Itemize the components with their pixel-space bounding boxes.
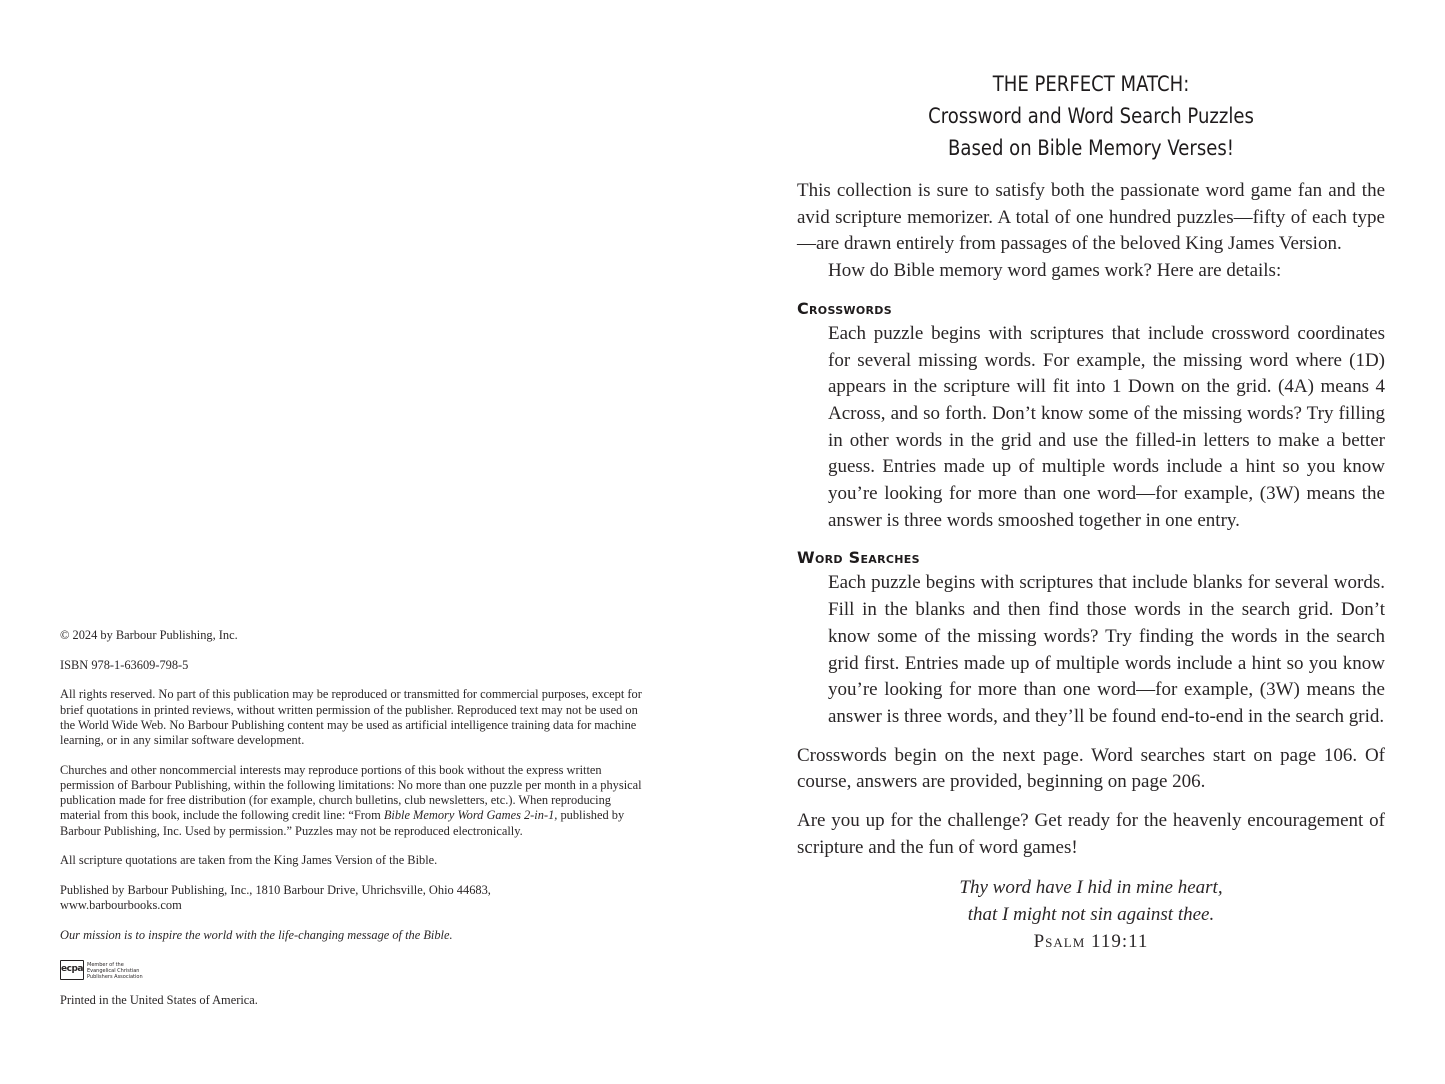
churches-text-end: published by Barbour Publishing, Inc. Used by permission.” Puzzles may not be reproduced electronically. <box>60 808 625 838</box>
ecpa-caption <box>87 962 143 980</box>
website-link[interactable]: www.barbourbooks.com <box>60 898 182 913</box>
crosswords-body: Each puzzle begins with scriptures that include crossword coordinates for several missing words. For example, the missing word where (1D) appears in the scripture will fit into 1 Down on the grid. (4A) means 4 Across, and so forth. Don’t know some of the missing words? Try filling in other words in the grid and use the filled-in letters to make a better guess. Entries made up of multiple words include a hint so you know you’re looking for more than one word—for example, (3W) means the answer is three words smooshed together in one entry. <box>828 322 1385 531</box>
page-title <box>838 68 1344 164</box>
churches-paragraph <box>60 763 650 839</box>
ecpa-caption-line: Publishers Association <box>87 973 143 980</box>
churches-text-start: Churches and other noncommercial interests may reproduce portions of this book without the express written permission of Barbour Publishing, within the following limitations: No more than one puzzle per month in a physical publication made for free distribution (for example, church bulletins, club newsletters, etc.). When reproducing material from this book, include the following credit line: “From <box>60 762 642 823</box>
ecpa-caption-line: Evangelical Christian <box>87 967 140 974</box>
scripture-note: All scripture quotations are taken from the King James Version of the Bible. <box>60 853 438 868</box>
ecpa-logo <box>60 958 650 980</box>
verse-line: Thy word have I hid in mine heart, <box>959 877 1223 899</box>
challenge-paragraph: Are you up for the challenge? Get ready for the heavenly encouragement of scripture and the fun of word games! <box>797 810 1385 858</box>
printed-line: Printed in the United States of America. <box>60 992 258 1007</box>
closing-text <box>797 743 1385 862</box>
ecpa-caption-line: Member of the <box>87 961 124 968</box>
copyright-line: © 2024 by Barbour Publishing, Inc. <box>60 628 238 642</box>
verse-reference: Psalm 119:11 <box>1033 931 1149 953</box>
copyright-page <box>60 628 650 1022</box>
isbn-line: ISBN 978-1-63609-798-5 <box>60 657 189 672</box>
published-by: Published by Barbour Publishing, Inc., 1810 Barbour Drive, Uhrichsville, Ohio 44683, <box>60 882 491 897</box>
mission-statement: Our mission is to inspire the world with the life-changing message of the Bible. <box>60 927 453 942</box>
begin-paragraph: Crosswords begin on the next page. Word searches start on page 106. Of course, answers are provided, beginning on page 206. <box>797 744 1385 793</box>
title-line: THE PERFECT MATCH: <box>992 72 1190 96</box>
intro-page <box>797 68 1385 955</box>
intro-paragraph: This collection is sure to satisfy both the passionate word game fan and the avid scripture memorizer. A total of one hundred puzzles—fifty of each type—are drawn entirely from passages of the beloved King James Version. <box>797 180 1385 255</box>
publisher-address <box>60 883 650 913</box>
crosswords-heading: Crosswords <box>797 298 892 318</box>
subtitle-line: Crossword and Word Search Puzzles <box>928 104 1254 128</box>
intro-text <box>797 178 1385 285</box>
wordsearch-heading: Word Searches <box>797 548 920 568</box>
verse-line: that I might not sin against thee. <box>967 904 1215 926</box>
subtitle-line: Based on Bible Memory Verses! <box>947 136 1235 160</box>
ecpa-mark-icon: ecpa <box>60 960 84 980</box>
scripture-verse <box>797 874 1385 955</box>
rights-paragraph: All rights reserved. No part of this publication may be reproduced or transmitted for commercial purposes, except for brief quotations in printed reviews, without written permission of the publisher. Reproduced text may not be used on the World Wide Web. No Barbour Publishing content may be used as artificial intelligence training data for machine learning, or in any similar software development. <box>60 687 642 748</box>
book-title: Bible Memory Word Games 2-in-1, <box>383 808 558 823</box>
wordsearch-body: Each puzzle begins with scriptures that include blanks for several words. Fill in the blanks and then find those words in the search grid. Don’t know some of the missing words? Try finding the words in the search grid first. Entries made up of multiple words include a hint so you know you’re looking for more than one word—for example, (3W) means the answer is three words, and they’ll be found end-to-end in the search grid. <box>828 572 1385 727</box>
how-paragraph: How do Bible memory word games work? Here are details: <box>828 260 1282 282</box>
